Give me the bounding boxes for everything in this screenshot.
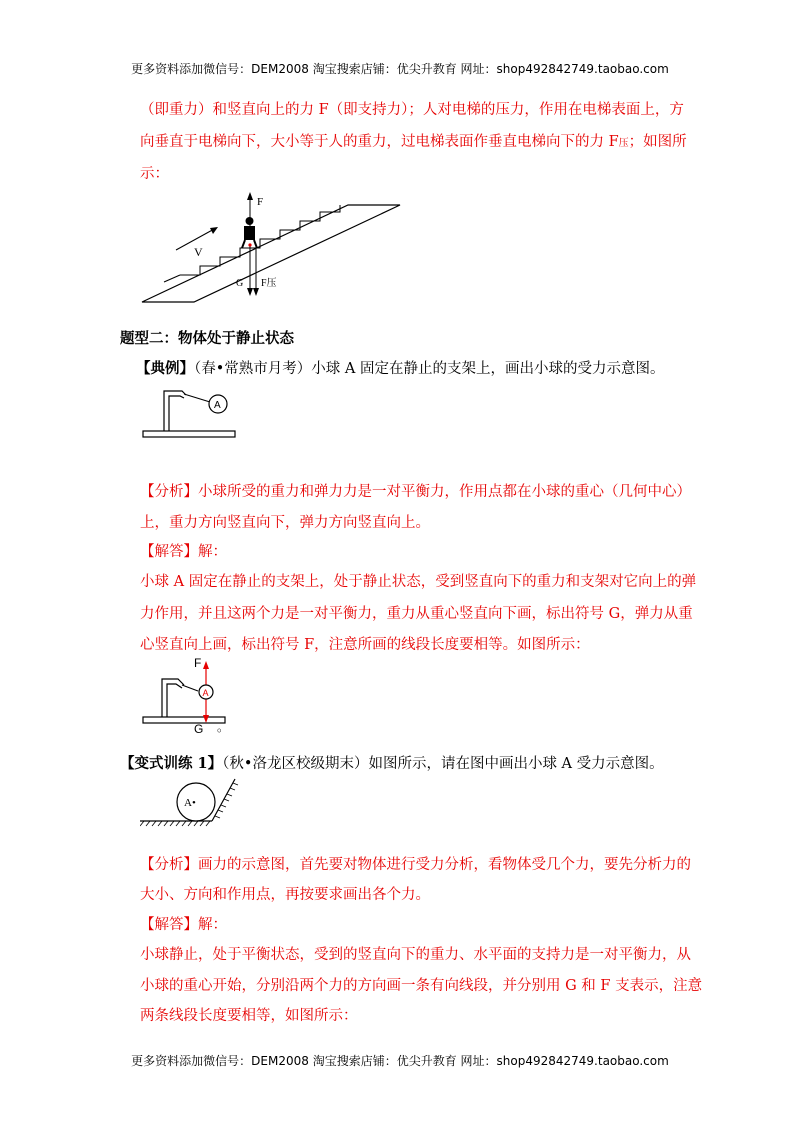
escalator-figure [140,190,410,308]
para1-line2-sub: 压 [618,138,629,149]
answer2-suffix: 解： [198,917,227,933]
answer2-tag: 【解答】 [140,917,198,933]
analysis1-tag: 【分析】 [140,484,198,500]
analysis2-tag: 【分析】 [140,857,198,873]
example-tag: 【典例】 [136,360,194,377]
answer2-head [140,913,227,934]
velocity-label: V [194,245,203,259]
pressure-F-label: F压 [261,278,277,289]
analysis1-line1 [140,480,691,501]
page-header: 更多资料添加微信号：DEM2008 淘宝搜索店铺：优尖升教育 网址：shop492842749.taobao.com [131,62,669,76]
para1-line1: （即重力）和竖直向上的力 F（即支持力）；人对电梯的压力，作用在电梯表面上，方 [140,102,684,118]
ball-a-label: A• [184,797,196,809]
analysis2-text1: 画力的示意图，首先要对物体进行受力分析，看物体受几个力，要先分析力的 [198,857,691,873]
para1-line2-main: 向垂直于电梯向下，大小等于人的重力，过电梯表面作垂直电梯向下的力 F [140,134,619,150]
section-title: 题型二：物体处于静止状态 [120,330,294,347]
answer1-tag: 【解答】 [140,544,198,560]
answer2-line1: 小球静止，处于平衡状态，受到的竖直向下的重力、水平面的支持力是一对平衡力，从 [140,947,691,963]
answer1-head [140,540,227,561]
analysis1-line2: 上，重力方向竖直向下，弹力方向竖直向上。 [140,515,430,531]
example-text: （春•常熟市月考）小球 A 固定在静止的支架上，画出小球的受力示意图。 [194,361,665,377]
para1-line2-end: ；如图所 [628,134,687,150]
answer2-line2: 小球的重心开始，分别沿两个力的方向画一条有向线段，并分别用 G 和 F 支表示，注意 [140,978,703,994]
ball-forces-figure [140,655,240,737]
force-F-label: F [194,656,202,670]
force-F-label: F [257,196,264,208]
answer1-line2: 力作用，并且这两个力是一对平衡力，重力从重心竖直向下画，标出符号 G，弹力从重 [140,606,693,622]
para1-line2 [140,130,687,151]
answer2-line3: 两条线段长度要相等，如图所示： [140,1008,358,1024]
ball-a-label: A [214,400,221,411]
variant-line [120,752,664,773]
ball-stand-figure [140,385,240,443]
para1-line3: 示： [140,166,169,182]
analysis1-text1: 小球所受的重力和弹力力是一对平衡力，作用点都在小球的重心（几何中心） [198,484,691,500]
ball-a [177,783,215,821]
example-line [136,357,665,378]
answer1-suffix: 解： [198,544,227,560]
gravity-G-label: G [194,722,204,736]
answer1-line3: 心竖直向上画，标出符号 F，注意所画的线段长度要相等。如图所示： [140,637,590,653]
ball-a-label: A [202,688,209,698]
page-footer: 更多资料添加微信号：DEM2008 淘宝搜索店铺：优尖升教育 网址：shop492842749.taobao.com [131,1054,669,1068]
trailing-period: 。 [217,720,230,734]
analysis2-line1 [140,853,691,874]
variant-tag: 【变式训练 1】 [120,755,223,772]
analysis2-line2: 大小、方向和作用点，再按要求画出各个力。 [140,887,430,903]
gravity-G-label: G [236,278,244,289]
variant-text: （秋•洛龙区校级期末）如图所示，请在图中画出小球 A 受力示意图。 [222,756,664,772]
ball-wall-figure [140,775,250,831]
answer1-line1: 小球 A 固定在静止的支架上，处于静止状态，受到竖直向下的重力和支架对它向上的弹 [140,574,697,590]
